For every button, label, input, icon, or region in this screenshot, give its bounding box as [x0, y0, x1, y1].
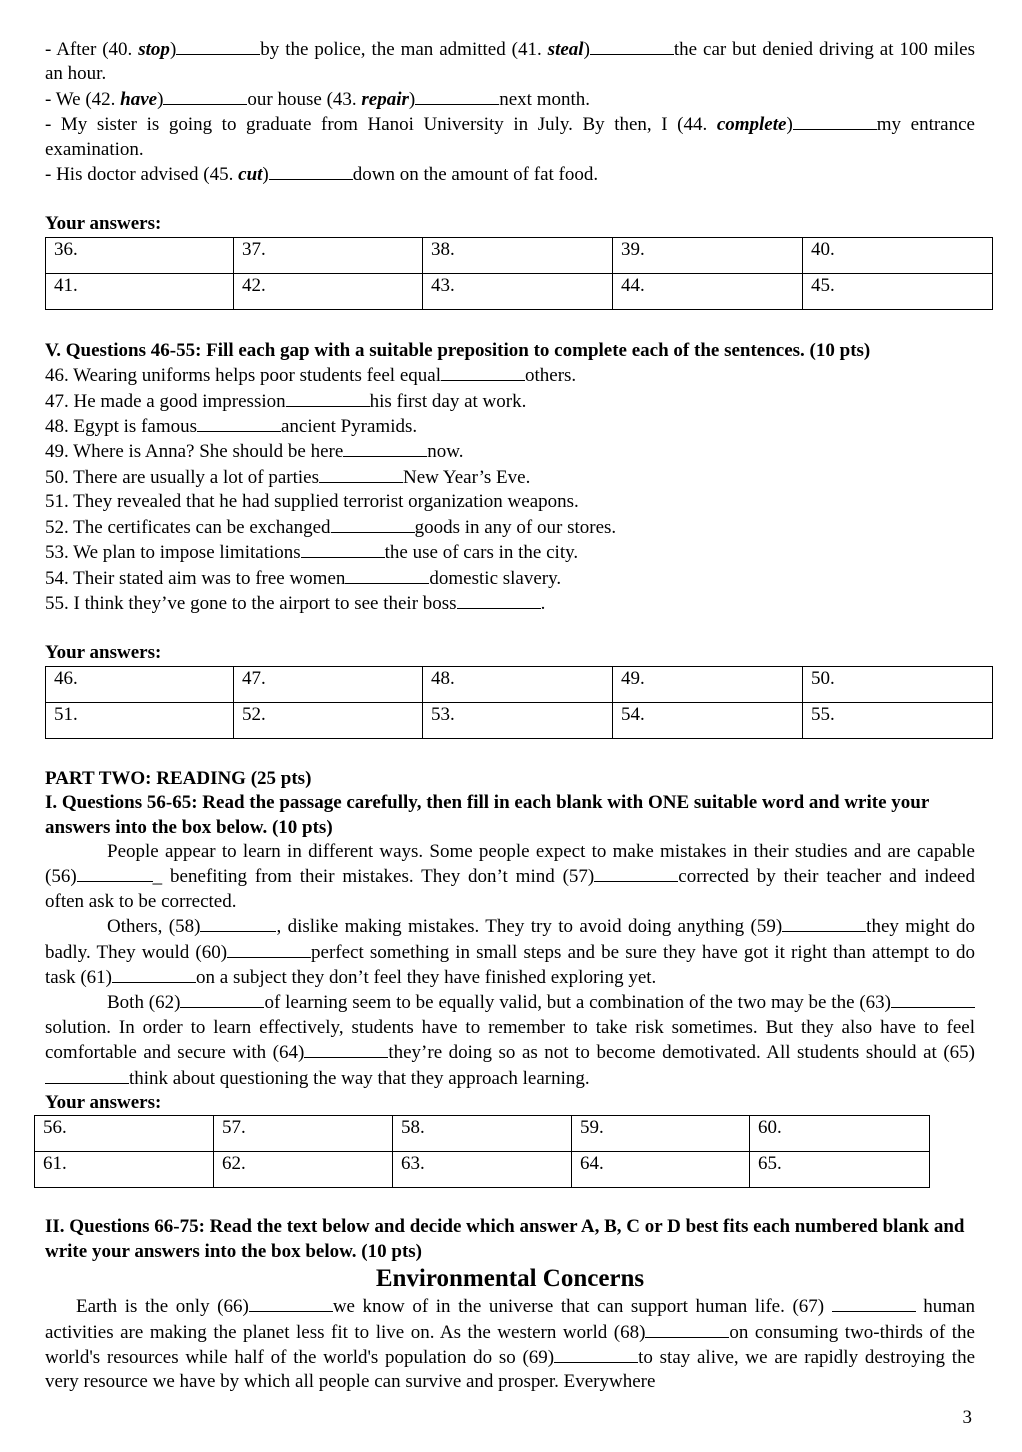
item-text: 48. Egypt is famous	[45, 416, 197, 438]
blank-60[interactable]	[227, 940, 311, 958]
item-text: 50. There are usually a lot of parties	[45, 466, 319, 488]
passage-text: on consuming two-thirds of the world's resources while half of the world's population do so (69)	[45, 1321, 975, 1369]
question-45	[45, 162, 975, 187]
q45-text: - His doctor advised (45.	[45, 164, 239, 186]
table-row	[46, 237, 993, 273]
blank-43[interactable]	[415, 87, 499, 105]
answer-cell[interactable]: 51.	[46, 702, 234, 738]
item-tail: .	[540, 592, 546, 614]
passage-paragraph-3	[45, 990, 975, 1091]
blank-47[interactable]	[286, 389, 370, 407]
blank-67[interactable]	[832, 1294, 916, 1312]
item-text: 54. Their stated aim was to free women	[45, 567, 346, 589]
blank-55[interactable]	[457, 591, 541, 609]
blank-56[interactable]	[77, 864, 153, 882]
passage-text: on a subject they don’t feel they have finished exploring yet.	[196, 966, 657, 988]
question-44	[45, 112, 975, 162]
q43-text: our house (43.	[247, 88, 362, 110]
answer-cell[interactable]: 52.	[234, 702, 423, 738]
blank-49[interactable]	[343, 439, 427, 457]
answer-cell[interactable]: 65.	[750, 1152, 930, 1188]
blank-62[interactable]	[180, 990, 264, 1008]
answer-cell[interactable]: 50.	[803, 666, 993, 702]
q42-paren: )	[157, 88, 164, 110]
answer-cell[interactable]: 63.	[393, 1152, 572, 1188]
section-v-heading: V. Questions 46-55: Fill each gap with a suitable preposition to complete each of the sentences. (10 pts)	[45, 339, 871, 361]
q41-verb: steal	[547, 39, 584, 60]
list-item	[45, 566, 975, 591]
answer-cell[interactable]: 45.	[803, 273, 993, 309]
passage-text: they’re doing so as not to become demotivated. All students should at (65)	[388, 1042, 975, 1064]
answer-cell[interactable]: 43.	[423, 273, 613, 309]
passage-text: think about questioning the way that they approach learning.	[129, 1067, 590, 1089]
blank-40[interactable]	[176, 37, 260, 55]
blank-59[interactable]	[782, 914, 866, 932]
blank-54[interactable]	[345, 566, 429, 584]
item-tail: the use of cars in the city.	[384, 542, 579, 564]
answer-cell[interactable]: 64.	[572, 1152, 750, 1188]
answer-cell[interactable]: 39.	[613, 237, 803, 273]
passage-text: People appear to learn in different ways. Some people expect to make mistakes in their studies and are capable (56)	[45, 840, 975, 888]
blank-53[interactable]	[301, 540, 385, 558]
blank-46[interactable]	[441, 363, 525, 381]
answer-cell[interactable]: 60.	[750, 1116, 930, 1152]
q44-paren: )	[786, 114, 793, 136]
q43-paren: )	[408, 88, 416, 110]
question-40-41	[45, 37, 975, 87]
answer-cell[interactable]: 55.	[803, 702, 993, 738]
passage-text: perfect something in small steps and be sure they have got it right than attempt to do task (61)	[45, 941, 976, 988]
table-row	[46, 273, 993, 309]
passage-text: human activities are making the planet less fit to live on. As the western world (68)	[45, 1296, 976, 1343]
table-row	[35, 1152, 930, 1188]
item-tail: New Year’s Eve.	[403, 466, 531, 488]
answer-cell[interactable]: 36.	[46, 237, 234, 273]
answer-table-36-45	[45, 237, 993, 310]
list-item	[45, 439, 975, 464]
q45-tail: down on the amount of fat food.	[352, 164, 599, 186]
answer-table-56-65	[34, 1115, 930, 1188]
list-item	[45, 540, 975, 565]
q41-text: by the police, the man admitted (41.	[260, 39, 548, 60]
section-ii-heading: II. Questions 66-75: Read the text below and decide which answer A, B, C or D best fits each numbered blank and write your answers into the box below. (10 pts)	[45, 1216, 965, 1262]
list-item	[45, 465, 975, 490]
answer-cell[interactable]: 49.	[613, 666, 803, 702]
passage-text: to stay alive, we are rapidly destroying the very resource we have by which all people can survive and prosper. Everywhere	[45, 1347, 976, 1393]
passage-paragraph-env	[45, 1294, 975, 1395]
q44-tail: my entrance examination.	[45, 114, 975, 160]
q40-verb: stop	[138, 39, 170, 60]
answer-cell[interactable]: 44.	[613, 273, 803, 309]
q42-verb: have	[120, 88, 158, 110]
blank-61[interactable]	[112, 965, 196, 983]
blank-44[interactable]	[793, 112, 877, 130]
item-tail: his first day at work.	[369, 390, 527, 412]
blank-52[interactable]	[331, 515, 415, 533]
item-text: 49. Where is Anna? She should be here	[45, 441, 344, 463]
passage-paragraph-2	[45, 914, 975, 990]
passage-text: corrected by their teacher and indeed often ask to be corrected.	[45, 866, 975, 912]
answer-cell[interactable]: 41.	[46, 273, 234, 309]
item-text: 51. They revealed that he had supplied terrorist organization weapons.	[45, 491, 579, 513]
item-text: 46. Wearing uniforms helps poor students feel equal	[45, 365, 441, 387]
q40-paren: )	[169, 39, 177, 60]
blank-66[interactable]	[249, 1294, 333, 1312]
passage-text: they might do badly. They would (60)	[45, 916, 975, 963]
passage-text: Both (62)	[107, 992, 181, 1014]
answer-cell[interactable]: 46.	[46, 666, 234, 702]
answer-cell[interactable]: 54.	[613, 702, 803, 738]
answer-cell[interactable]: 37.	[234, 237, 423, 273]
passage-text: Earth is the only (66)	[76, 1296, 249, 1318]
passage-text: , dislike making mistakes. They try to avoid doing anything (59)	[276, 916, 783, 938]
answer-cell[interactable]: 47.	[234, 666, 423, 702]
section-i-heading: I. Questions 56-65: Read the passage carefully, then fill in each blank with ONE suitable word and write your answers into the box below. (10 pts)	[45, 792, 929, 838]
list-item	[45, 389, 975, 414]
item-tail: others.	[524, 365, 577, 387]
answer-cell[interactable]: 38.	[423, 237, 613, 273]
part-two-title: PART TWO: READING (25 pts)	[45, 767, 312, 789]
item-tail: now.	[427, 441, 464, 463]
answer-cell[interactable]: 42.	[234, 273, 423, 309]
blank-50[interactable]	[319, 465, 403, 483]
item-text: 55. I think they’ve gone to the airport to see their boss	[45, 592, 457, 614]
item-text: 52. The certificates can be exchanged	[45, 516, 331, 538]
blank-63[interactable]	[891, 990, 975, 1008]
q42-text: - We (42.	[45, 88, 121, 110]
question-42-43	[45, 87, 975, 112]
list-item	[45, 363, 975, 388]
blank-57[interactable]	[594, 864, 678, 882]
answer-cell[interactable]: 61.	[35, 1152, 214, 1188]
answers-label: Your answers:	[45, 642, 162, 664]
table-row	[46, 702, 993, 738]
answers-label: Your answers:	[45, 213, 162, 235]
passage-text: of learning seem to be equally valid, but a combination of the two may be the (63)	[264, 992, 891, 1014]
blank-45[interactable]	[269, 162, 353, 180]
blank-42[interactable]	[163, 87, 247, 105]
answer-table-46-55	[45, 666, 993, 739]
blank-48[interactable]	[197, 414, 281, 432]
q44-verb: complete	[716, 114, 787, 136]
q40-text: - After (40.	[45, 39, 139, 60]
q44-text: - My sister is going to graduate from Hanoi University in July. By then, I (44.	[45, 114, 717, 136]
q43-verb: repair	[361, 88, 409, 110]
answer-cell[interactable]: 48.	[423, 666, 613, 702]
blank-58[interactable]	[200, 914, 276, 932]
worksheet-page	[45, 37, 975, 1395]
answer-cell[interactable]: 56.	[35, 1116, 214, 1152]
page-number: 3	[962, 1407, 972, 1428]
list-item	[45, 591, 975, 616]
answer-cell[interactable]: 62.	[214, 1152, 393, 1188]
blank-41[interactable]	[590, 37, 674, 55]
answer-cell[interactable]: 53.	[423, 702, 613, 738]
q41-paren: )	[583, 39, 590, 60]
answer-cell[interactable]: 58.	[393, 1116, 572, 1152]
answer-cell[interactable]: 57.	[214, 1116, 393, 1152]
passage-text: solution. In order to learn effectively, students have to remember to take risk sometimes. But they also have to feel comfortable and secure with (64)	[45, 1016, 975, 1064]
blank-69[interactable]	[554, 1345, 638, 1363]
blank-65[interactable]	[45, 1066, 129, 1084]
section-v-items	[45, 363, 975, 616]
list-item	[45, 490, 975, 514]
passage-text: _ benefiting from their mistakes. They don’t mind (57)	[152, 866, 595, 888]
blank-68[interactable]	[645, 1320, 729, 1338]
table-row	[46, 666, 993, 702]
table-row	[35, 1116, 930, 1152]
item-tail: ancient Pyramids.	[281, 416, 418, 438]
q41-tail: the car but denied driving at 100 miles an hour.	[45, 39, 976, 85]
passage-text: we know of in the universe that can support human life. (67)	[332, 1296, 832, 1318]
passage-paragraph-1	[45, 840, 975, 914]
item-text: 53. We plan to impose limitations	[45, 542, 301, 564]
q43-tail: next month.	[499, 88, 591, 110]
passage-text: Others, (58)	[107, 916, 201, 938]
answers-label: Your answers:	[45, 1092, 162, 1113]
item-tail: goods in any of our stores.	[414, 516, 617, 538]
answer-cell[interactable]: 40.	[803, 237, 993, 273]
passage-title: Environmental Concerns	[375, 1265, 645, 1293]
item-text: 47. He made a good impression	[45, 390, 286, 412]
q45-verb: cut	[238, 164, 263, 186]
list-item	[45, 414, 975, 439]
q45-paren: )	[262, 164, 269, 186]
blank-64[interactable]	[304, 1040, 388, 1058]
answer-cell[interactable]: 59.	[572, 1116, 750, 1152]
item-tail: domestic slavery.	[429, 567, 562, 589]
list-item	[45, 515, 975, 540]
